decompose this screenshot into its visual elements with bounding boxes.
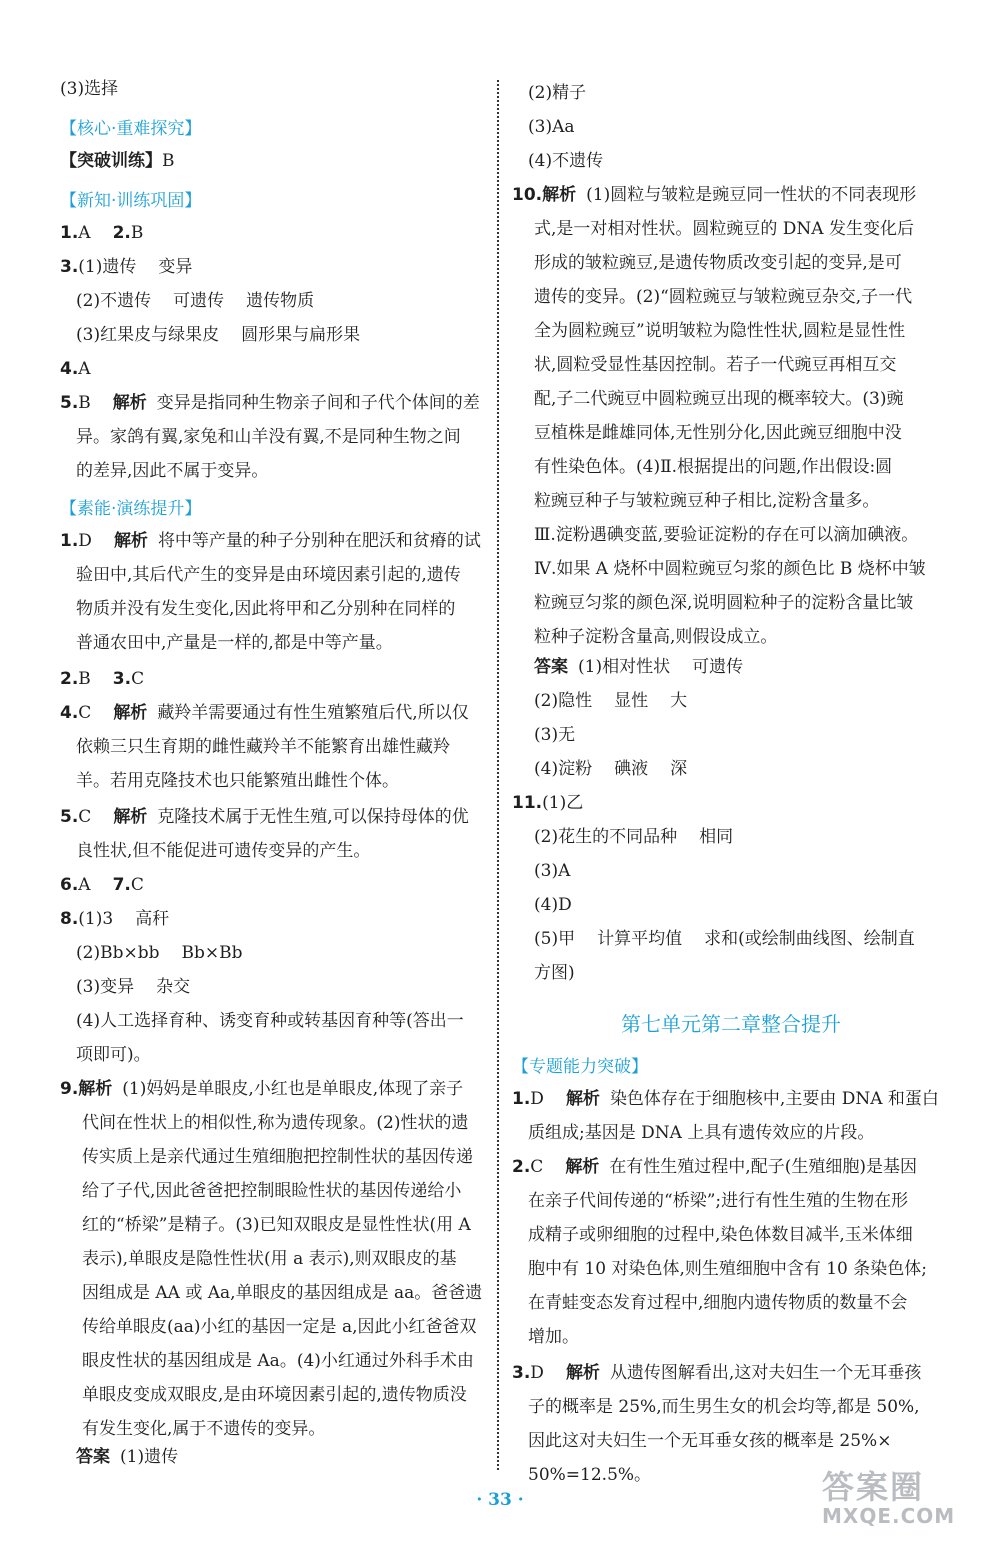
text-line: 粒豌豆种子与皱粒豌豆种子相比,淀粉含量多。 <box>534 491 880 511</box>
column-divider <box>497 80 499 1470</box>
text-line <box>60 702 469 724</box>
text-line: 增加。 <box>528 1327 579 1347</box>
text-line: 的差异,因此不属于变异。 <box>76 461 269 481</box>
bold-label: 2. <box>112 223 131 243</box>
text-line: (3)Aa <box>528 117 575 137</box>
text-run: B <box>78 669 91 689</box>
text-run: A <box>78 223 91 243</box>
text-run: D <box>530 1363 544 1383</box>
text-line: 因此这对夫妇生一个无耳垂女孩的概率是 25%× <box>528 1431 892 1451</box>
text-run: C <box>78 703 92 723</box>
text-run: 将中等产量的种子分别种在肥沃和贫瘠的试 <box>157 531 481 551</box>
bold-label: 解析 <box>78 1079 113 1099</box>
text-line: 状,圆粒受显性基因控制。若子一代豌豆再相互交 <box>534 355 897 375</box>
text-run: 克隆技术属于无性生殖,可以保持母体的优 <box>157 807 469 827</box>
watermark-text: 答案圈 <box>822 1468 925 1506</box>
text-run: 可遗传 <box>173 291 225 311</box>
text-run: (1)妈妈是单眼皮,小红也是单眼皮,体现了亲子 <box>122 1079 464 1099</box>
text-run: 高秆 <box>135 909 170 929</box>
text-run: C <box>78 807 92 827</box>
bold-label: 5. <box>60 807 79 827</box>
text-line <box>512 1156 917 1178</box>
text-line: 因组成是 AA 或 Aa,单眼皮的基因组成是 aa。爸爸遗 <box>82 1283 483 1303</box>
text-line: (4)人工选择育种、诱变育种或转基因育种等(答出一 <box>76 1011 464 1031</box>
text-line: 表示),单眼皮是隐性性状(用 a 表示),则双眼皮的基 <box>82 1249 457 1269</box>
text-run: (1)乙 <box>542 793 584 813</box>
text-line: 红的“桥梁”是精子。(3)已知双眼皮是显性性状(用 A <box>82 1215 471 1235</box>
bold-label: 2. <box>60 669 79 689</box>
bold-label: 1. <box>60 223 79 243</box>
text-line: 传给单眼皮(aa)小红的基因一定是 a,因此小红爸爸双 <box>82 1317 477 1337</box>
bold-label: 解析 <box>112 393 147 413</box>
text-line: 粒种子淀粉含量高,则假设成立。 <box>534 627 778 647</box>
text-line <box>60 358 91 380</box>
text-line: 依赖三只生育期的雌性藏羚羊不能繁育出雄性藏羚 <box>76 737 450 757</box>
text-line <box>512 184 916 206</box>
text-run: 染色体存在于细胞核中,主要由 DNA 和蛋白 <box>609 1089 939 1109</box>
text-run: (3)红果皮与绿果皮 <box>76 325 220 345</box>
text-line <box>76 942 242 964</box>
bold-label: 3. <box>512 1363 531 1383</box>
bold-label: 1. <box>60 531 79 551</box>
watermark-logo <box>822 1462 994 1532</box>
text-line <box>534 758 687 780</box>
text-run: B <box>130 223 144 243</box>
bold-label: 7. <box>112 875 131 895</box>
bold-label: 9. <box>60 1079 79 1099</box>
text-line <box>60 668 144 690</box>
text-line <box>512 1362 921 1384</box>
text-run: 在有性生殖过程中,配子(生殖细胞)是基因 <box>609 1157 917 1177</box>
bold-label: 【突破训练】 <box>60 151 162 171</box>
bold-label: 解析 <box>113 703 148 723</box>
text-run: (1)3 <box>78 909 114 929</box>
text-line <box>534 826 733 848</box>
text-run: 大 <box>670 691 688 711</box>
section-heading: 【新知·训练巩固】 <box>60 191 202 211</box>
text-run: B <box>162 151 175 171</box>
text-run: 遗传物质 <box>246 291 315 311</box>
unit-title: 第七单元第二章整合提升 <box>621 1012 841 1036</box>
text-run: 计算平均值 <box>597 929 683 949</box>
text-run: 杂交 <box>156 977 191 997</box>
text-run: A <box>78 875 91 895</box>
text-line: 式,是一对相对性状。圆粒豌豆的 DNA 发生变化后 <box>534 219 914 239</box>
text-run: 藏羚羊需要通过有性生殖繁殖后代,所以仅 <box>157 703 469 723</box>
text-line <box>76 290 314 312</box>
text-run: 从遗传图解看出,这对夫妇生一个无耳垂孩 <box>609 1363 922 1383</box>
section-heading: 【核心·重难探究】 <box>60 119 202 139</box>
text-line: 50%=12.5%。 <box>528 1465 652 1485</box>
text-run: A <box>78 359 91 379</box>
bold-label: 4. <box>60 703 79 723</box>
text-line: 有性染色体。(4)Ⅱ.根据提出的问题,作出假设:圆 <box>534 457 893 477</box>
bold-label: 解析 <box>565 1089 600 1109</box>
text-line <box>76 1446 178 1468</box>
bold-label: 解析 <box>113 531 148 551</box>
bold-label: 4. <box>60 359 79 379</box>
text-line <box>60 874 144 896</box>
text-line: 眼皮性状的基因组成是 Aa。(4)小红通过外科手术由 <box>82 1351 474 1371</box>
text-line <box>534 928 915 950</box>
text-line: 给了子代,因此爸爸把控制眼睑性状的基因传递给小 <box>82 1181 462 1201</box>
text-line <box>512 792 583 814</box>
text-line <box>60 150 175 172</box>
text-run: (5)甲 <box>534 929 576 949</box>
text-line: 普通农田中,产量是一样的,都是中等产量。 <box>76 633 393 653</box>
text-run: 变异是指同种生物亲子间和子代个体间的差 <box>156 393 480 413</box>
text-line <box>60 256 192 278</box>
bold-label: 解析 <box>542 185 577 205</box>
text-run: (1)遗传 <box>78 257 137 277</box>
bold-label: 1. <box>512 1089 531 1109</box>
text-run: C <box>131 669 145 689</box>
text-line <box>60 392 480 414</box>
text-line <box>60 1078 463 1100</box>
text-line: 有发生变化,属于不遗传的变异。 <box>82 1419 326 1439</box>
bold-label: 8. <box>60 909 79 929</box>
text-line: 验田中,其后代产生的变异是由环境因素引起的,遗传 <box>76 565 461 585</box>
text-line: (2)精子 <box>528 83 587 103</box>
text-line: 在青蛙变态发育过程中,细胞内遗传物质的数量不会 <box>528 1293 908 1313</box>
text-line <box>60 222 143 244</box>
text-line: (3)A <box>534 861 571 881</box>
text-run: (2)隐性 <box>534 691 593 711</box>
text-run: 求和(或绘制曲线图、绘制直 <box>704 929 915 949</box>
text-run: (3)变异 <box>76 977 135 997</box>
bold-label: 解析 <box>113 807 148 827</box>
text-line: 胞中有 10 对染色体,则生殖细胞中含有 10 条染色体; <box>528 1259 928 1279</box>
bold-label: 6. <box>60 875 79 895</box>
bold-label: 答案 <box>534 657 568 677</box>
text-line <box>60 806 469 828</box>
text-run: 可遗传 <box>692 657 744 677</box>
text-line: 代间在性状上的相似性,称为遗传现象。(2)性状的遗 <box>82 1113 469 1133</box>
text-line: (3)选择 <box>60 79 119 99</box>
watermark-url: MXQE.COM <box>822 1504 956 1528</box>
bold-label: 10. <box>512 185 543 205</box>
text-run: (2)Bb×bb <box>76 943 160 963</box>
text-line <box>534 656 743 678</box>
text-line: 在亲子代间传递的“桥梁”;进行有性生殖的生物在形 <box>528 1191 909 1211</box>
text-run: (2)不遗传 <box>76 291 152 311</box>
text-line: 形成的皱粒豌豆,是遗传物质改变引起的变异,是可 <box>534 253 902 273</box>
text-line: 配,子二代豌豆中圆粒豌豆出现的概率较大。(3)豌 <box>534 389 904 409</box>
section-heading: 【素能·演练提升】 <box>60 499 202 519</box>
text-run: D <box>530 1089 544 1109</box>
text-line: Ⅳ.如果 A 烧杯中圆粒豌豆匀浆的颜色比 B 烧杯中皱 <box>534 559 926 579</box>
bold-label: 2. <box>512 1157 531 1177</box>
text-line: 单眼皮变成双眼皮,是由环境因素引起的,遗传物质没 <box>82 1385 467 1405</box>
text-line: 异。家鸽有翼,家兔和山羊没有翼,不是同种生物之间 <box>76 427 461 447</box>
text-line <box>76 976 190 998</box>
text-line: 粒豌豆匀浆的颜色深,说明圆粒种子的淀粉含量比皱 <box>534 593 914 613</box>
text-line: 子的概率是 25%,而生男生女的机会均等,都是 50%, <box>528 1397 920 1417</box>
text-run: 显性 <box>614 691 649 711</box>
text-run: 碘液 <box>614 759 649 779</box>
text-line <box>60 908 169 930</box>
text-line: 遗传的变异。(2)“圆粒豌豆与皱粒豌豆杂交,子一代 <box>534 287 913 307</box>
bold-label: 解析 <box>565 1363 600 1383</box>
bold-label: 答案 <box>76 1447 110 1467</box>
text-line: 物质并没有发生变化,因此将甲和乙分别种在同样的 <box>76 599 456 619</box>
text-line <box>534 690 687 712</box>
text-line: 项即可)。 <box>76 1045 151 1065</box>
text-line: 方图) <box>534 963 575 983</box>
text-line: 良性状,但不能促进可遗传变异的产生。 <box>76 841 371 861</box>
text-run: (1)遗传 <box>120 1447 179 1467</box>
bold-label: 3. <box>112 669 132 689</box>
text-line <box>512 1088 939 1110</box>
text-line: 质组成;基因是 DNA 上具有遗传效应的片段。 <box>528 1123 875 1143</box>
text-line: Ⅲ.淀粉遇碘变蓝,要验证淀粉的存在可以滴加碘液。 <box>534 525 919 545</box>
bold-label: 解析 <box>565 1157 600 1177</box>
page-number: · 33 · <box>476 1490 524 1510</box>
text-line: 羊。若用克隆技术也只能繁殖出雌性个体。 <box>76 771 399 791</box>
text-run: (2)花生的不同品种 <box>534 827 678 847</box>
text-line: (4)D <box>534 895 572 915</box>
text-run: (4)淀粉 <box>534 759 593 779</box>
text-line <box>76 324 360 346</box>
text-run: 变异 <box>158 257 193 277</box>
text-run: 圆形果与扁形果 <box>241 325 361 345</box>
text-run: C <box>530 1157 544 1177</box>
text-run: D <box>78 531 92 551</box>
text-run: B <box>78 393 91 413</box>
text-run: (1)相对性状 <box>578 657 671 677</box>
bold-label: 5. <box>60 393 79 413</box>
text-line: 传实质上是亲代通过生殖细胞把控制性状的基因传递 <box>82 1147 473 1167</box>
text-run: Bb×Bb <box>181 943 243 963</box>
text-line: (3)无 <box>534 725 576 745</box>
text-run: C <box>130 875 144 895</box>
section-heading: 【专题能力突破】 <box>512 1057 648 1077</box>
text-line: 豆植株是雌雄同体,无性别分化,因此豌豆细胞中没 <box>534 423 902 443</box>
text-line: (4)不遗传 <box>528 151 604 171</box>
text-line: 全为圆粒豌豆”说明皱粒为隐性性状,圆粒是显性性 <box>534 321 906 341</box>
text-run: 相同 <box>699 827 734 847</box>
text-run: 深 <box>670 759 688 779</box>
text-line <box>60 530 481 552</box>
bold-label: 11. <box>512 793 543 813</box>
bold-label: 3. <box>60 257 79 277</box>
text-line: 成精子或卵细胞的过程中,染色体数目减半,玉米体细 <box>528 1225 913 1245</box>
text-run: (1)圆粒与皱粒是豌豆同一性状的不同表现形 <box>586 185 917 205</box>
